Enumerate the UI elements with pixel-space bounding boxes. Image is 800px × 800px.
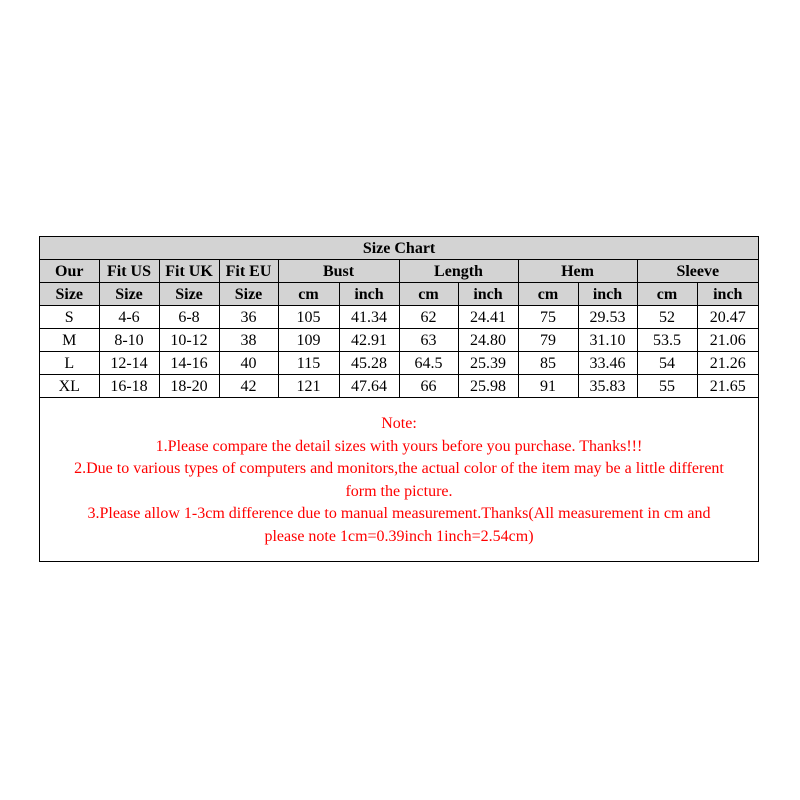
table-cell: 35.83 <box>578 375 637 398</box>
table-cell: 66 <box>399 375 458 398</box>
table-row <box>40 329 758 352</box>
size-rows <box>40 306 758 398</box>
table-cell: 64.5 <box>399 352 458 375</box>
table-cell: 21.26 <box>697 352 758 375</box>
table-cell: M <box>40 329 99 352</box>
table-cell: 6-8 <box>159 306 219 329</box>
note-line: please note 1cm=0.39inch 1inch=2.54cm) <box>264 527 534 545</box>
header-length: Length <box>399 260 518 283</box>
header-row-2 <box>40 283 758 306</box>
unit-cm: cm <box>399 283 458 306</box>
header-size: Size <box>159 283 219 306</box>
unit-cm: cm <box>518 283 578 306</box>
table-cell: 25.98 <box>458 375 518 398</box>
table-cell: 14-16 <box>159 352 219 375</box>
unit-cm: cm <box>637 283 697 306</box>
table-cell: 91 <box>518 375 578 398</box>
table-row <box>40 352 758 375</box>
table-cell: 29.53 <box>578 306 637 329</box>
table-cell: 38 <box>219 329 278 352</box>
header-size: Size <box>99 283 159 306</box>
table-cell: 4-6 <box>99 306 159 329</box>
title-row <box>40 237 758 260</box>
size-chart <box>39 236 759 562</box>
size-table <box>40 237 758 398</box>
table-cell: 47.64 <box>339 375 399 398</box>
table-cell: 55 <box>637 375 697 398</box>
table-cell: 25.39 <box>458 352 518 375</box>
table-cell: 52 <box>637 306 697 329</box>
table-cell: 10-12 <box>159 329 219 352</box>
table-cell: 45.28 <box>339 352 399 375</box>
header-fit-us: Fit US <box>99 260 159 283</box>
header-our: Our <box>40 260 99 283</box>
header-size: Size <box>40 283 99 306</box>
table-cell: 85 <box>518 352 578 375</box>
unit-inch: inch <box>578 283 637 306</box>
notes <box>40 398 758 548</box>
table-cell: 8-10 <box>99 329 159 352</box>
table-cell: 16-18 <box>99 375 159 398</box>
header-hem: Hem <box>518 260 637 283</box>
table-cell: S <box>40 306 99 329</box>
table-cell: 53.5 <box>637 329 697 352</box>
table-cell: 31.10 <box>578 329 637 352</box>
table-cell: 33.46 <box>578 352 637 375</box>
table-cell: 54 <box>637 352 697 375</box>
table-cell: XL <box>40 375 99 398</box>
table-cell: 42.91 <box>339 329 399 352</box>
table-row <box>40 306 758 329</box>
table-cell: 18-20 <box>159 375 219 398</box>
header-bust: Bust <box>278 260 399 283</box>
note-line: 1.Please compare the detail sizes with yours before you purchase. Thanks!!! <box>155 437 643 455</box>
table-cell: 115 <box>278 352 339 375</box>
note-heading: Note: <box>381 415 417 432</box>
unit-inch: inch <box>339 283 399 306</box>
table-cell: 105 <box>278 306 339 329</box>
table-cell: 121 <box>278 375 339 398</box>
header-sleeve: Sleeve <box>637 260 758 283</box>
unit-cm: cm <box>278 283 339 306</box>
table-cell: 40 <box>219 352 278 375</box>
table-cell: 20.47 <box>697 306 758 329</box>
table-cell: 79 <box>518 329 578 352</box>
table-cell: 36 <box>219 306 278 329</box>
table-cell: 24.80 <box>458 329 518 352</box>
table-cell: 24.41 <box>458 306 518 329</box>
header-fit-uk: Fit UK <box>159 260 219 283</box>
table-cell: L <box>40 352 99 375</box>
table-cell: 42 <box>219 375 278 398</box>
unit-inch: inch <box>697 283 758 306</box>
table-cell: 75 <box>518 306 578 329</box>
table-cell: 41.34 <box>339 306 399 329</box>
table-cell: 21.65 <box>697 375 758 398</box>
chart-title: Size Chart <box>40 237 758 260</box>
header-size: Size <box>219 283 278 306</box>
header-fit-eu: Fit EU <box>219 260 278 283</box>
note-line: 2.Due to various types of computers and monitors,the actual color of the item may be a little different <box>74 460 724 477</box>
note-line: form the picture. <box>345 482 453 500</box>
header-row-1 <box>40 260 758 283</box>
table-cell: 21.06 <box>697 329 758 352</box>
table-cell: 109 <box>278 329 339 352</box>
table-cell: 63 <box>399 329 458 352</box>
note-line: 3.Please allow 1-3cm difference due to manual measurement.Thanks(All measurement in cm and <box>87 505 711 522</box>
table-cell: 62 <box>399 306 458 329</box>
table-row <box>40 375 758 398</box>
unit-inch: inch <box>458 283 518 306</box>
table-cell: 12-14 <box>99 352 159 375</box>
